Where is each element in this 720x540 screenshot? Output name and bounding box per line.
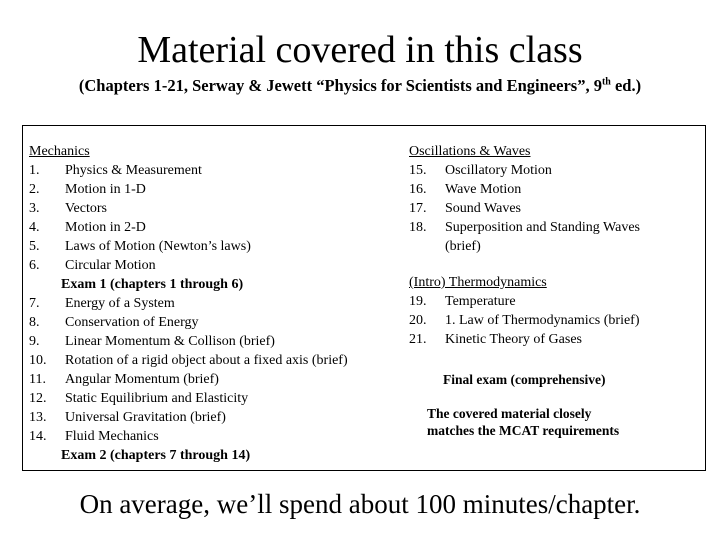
item-number: 13.	[29, 410, 47, 425]
list-item	[29, 237, 399, 256]
item-number: 11.	[29, 372, 46, 387]
mechanics-column	[29, 142, 399, 465]
item-number: 5.	[29, 239, 40, 254]
item-number: 12.	[29, 391, 47, 406]
subtitle-superscript: th	[601, 76, 611, 88]
final-exam-note: Final exam (comprehensive)	[443, 372, 606, 387]
list-item	[409, 161, 699, 180]
subtitle-text-end: ed.)	[610, 76, 642, 95]
list-item	[29, 199, 399, 218]
oscillations-heading: Oscillations & Waves	[409, 144, 531, 159]
list-item	[29, 218, 399, 237]
exam-1-label: Exam 1 (chapters 1 through 6)	[61, 277, 244, 292]
item-text: Energy of a System	[65, 296, 175, 311]
item-number: 7.	[29, 296, 40, 311]
list-item	[409, 199, 699, 218]
page-subtitle	[0, 76, 720, 96]
mcat-note	[427, 405, 619, 439]
exam-1-line	[29, 275, 399, 294]
list-item	[29, 408, 399, 427]
item-text: 1. Law of Thermodynamics (brief)	[445, 313, 640, 328]
list-item	[409, 292, 699, 311]
footer-text: On average, we’ll spend about 100 minutes/chapter.	[79, 489, 641, 519]
item-number: 17.	[409, 201, 427, 216]
list-item	[29, 427, 399, 446]
item-number: 2.	[29, 182, 40, 197]
spacer	[409, 256, 699, 273]
page-title: Material covered in this class	[137, 29, 583, 71]
exam-2-label: Exam 2 (chapters 7 through 14)	[61, 448, 251, 463]
mcat-note-line-1: The covered material closely	[427, 406, 592, 421]
list-item	[409, 180, 699, 199]
item-text: Wave Motion	[445, 182, 522, 197]
waves-thermo-column	[409, 142, 699, 349]
item-number: 4.	[29, 220, 40, 235]
item-text: Angular Momentum (brief)	[65, 372, 219, 387]
thermo-heading-line	[409, 273, 699, 292]
item-number: 19.	[409, 294, 427, 309]
item-number: 8.	[29, 315, 40, 330]
item-text: Superposition and Standing Waves	[445, 220, 640, 235]
item-text: Temperature	[445, 294, 516, 309]
item-number: 14.	[29, 429, 47, 444]
item-text: Vectors	[65, 201, 107, 216]
item-text: Motion in 2-D	[65, 220, 146, 235]
item-number: 6.	[29, 258, 40, 273]
oscillations-heading-line	[409, 142, 699, 161]
thermo-heading: (Intro) Thermodynamics	[409, 275, 547, 290]
list-item	[29, 370, 399, 389]
list-item	[29, 332, 399, 351]
item-number: 9.	[29, 334, 40, 349]
item-text: Circular Motion	[65, 258, 156, 273]
list-item	[29, 389, 399, 408]
subtitle-text: (Chapters 1-21, Serway & Jewett “Physics for Scientists and Engineers”, 9	[78, 76, 602, 95]
item-number: 10.	[29, 353, 47, 368]
item-number: 3.	[29, 201, 40, 216]
item-text: (brief)	[445, 239, 481, 254]
item-text: Laws of Motion (Newton’s laws)	[65, 239, 251, 254]
item-text: Fluid Mechanics	[65, 429, 159, 444]
mcat-note-line-2: matches the MCAT requirements	[427, 423, 620, 438]
exam-2-line	[29, 446, 399, 465]
item-text: Oscillatory Motion	[445, 163, 552, 178]
list-item	[409, 218, 699, 237]
list-item	[409, 330, 699, 349]
list-item	[29, 256, 399, 275]
list-item	[29, 180, 399, 199]
item-text: Motion in 1-D	[65, 182, 146, 197]
item-number: 20.	[409, 313, 427, 328]
item-text: Physics & Measurement	[65, 163, 202, 178]
list-item	[29, 351, 399, 370]
item-number: 1.	[29, 163, 40, 178]
list-item	[29, 313, 399, 332]
item-text: Linear Momentum & Collison (brief)	[65, 334, 275, 349]
mechanics-heading-line	[29, 142, 399, 161]
list-item	[409, 311, 699, 330]
list-item-continuation	[409, 237, 699, 256]
item-text: Static Equilibrium and Elasticity	[65, 391, 249, 406]
list-item	[29, 294, 399, 313]
item-text: Kinetic Theory of Gases	[445, 332, 582, 347]
list-item	[29, 161, 399, 180]
item-number: 21.	[409, 332, 427, 347]
mechanics-heading: Mechanics	[29, 144, 90, 159]
item-number: 15.	[409, 163, 427, 178]
item-number: 16.	[409, 182, 427, 197]
item-text: Sound Waves	[445, 201, 522, 216]
item-text: Conservation of Energy	[65, 315, 199, 330]
item-text: Universal Gravitation (brief)	[65, 410, 226, 425]
item-text: Rotation of a rigid object about a fixed axis (brief)	[65, 353, 348, 368]
item-number: 18.	[409, 220, 427, 235]
